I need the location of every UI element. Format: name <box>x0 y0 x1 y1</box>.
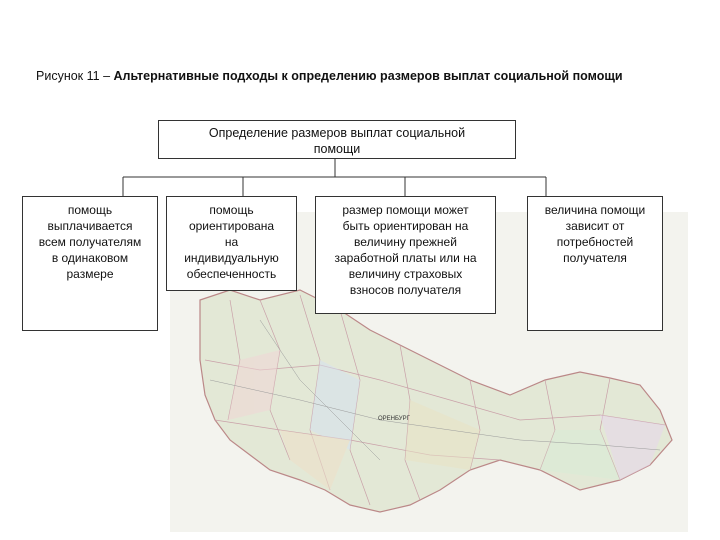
root-box <box>158 120 516 159</box>
branch-line: быть ориентирован на <box>342 219 469 233</box>
branch-box-previous-wage <box>315 196 496 314</box>
branch-line: обеспеченность <box>186 267 277 281</box>
branch-line: помощь <box>67 203 113 217</box>
branch-line: потребностей <box>556 235 634 249</box>
branch-box-individual-income <box>166 196 297 291</box>
branch-box-equal-amount <box>22 196 158 331</box>
branch-line: в одинаковом <box>51 251 129 265</box>
branch-box-recipient-needs <box>527 196 663 331</box>
branch-line: заработной платы или на <box>334 251 477 265</box>
map-city-label: ОРЕНБУРГ <box>378 416 410 422</box>
branch-line: взносов получателя <box>349 283 462 297</box>
branch-line: величину прежней <box>354 235 457 249</box>
branch-line: выплачивается <box>47 219 133 233</box>
branch-line: ориентирована <box>188 219 275 233</box>
root-line: Определение размеров выплат социальной <box>208 126 466 140</box>
branch-line: помощь <box>209 203 254 217</box>
root-line: помощи <box>313 142 361 156</box>
branch-line: величина помощи <box>544 203 646 217</box>
branch-line: всем получателям <box>38 235 142 249</box>
branch-line: размер помощи может <box>342 203 469 217</box>
caption-prefix: Рисунок 11 – <box>36 69 114 83</box>
branch-line: на <box>224 235 239 249</box>
branch-line: индивидуальную <box>184 251 279 265</box>
branch-line: величину страховых <box>348 267 463 281</box>
branch-line: размере <box>66 267 114 281</box>
caption-title: Альтернативные подходы к определению размеров выплат социальной помощи <box>113 69 623 83</box>
branch-line: зависит от <box>565 219 625 233</box>
branch-line: получателя <box>563 251 627 265</box>
